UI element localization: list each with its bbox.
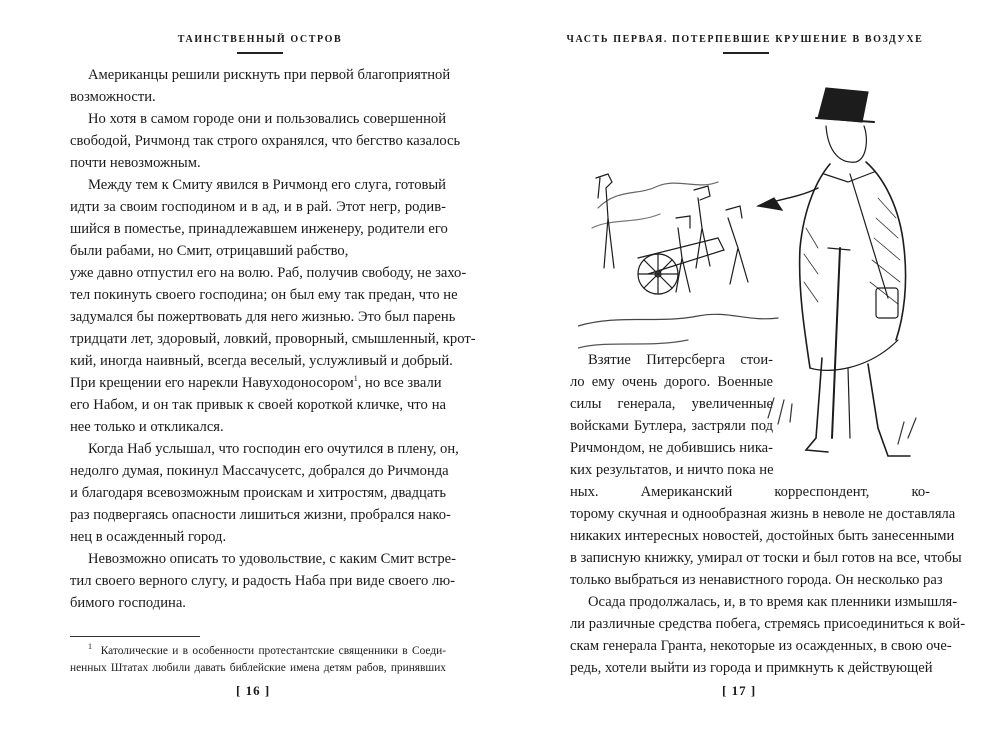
text-line: возможности.	[70, 89, 156, 105]
text-line: и благодаря всевозможным проискам и хитростям, двадцать	[70, 485, 446, 501]
text-line: Взятие Питерсберга стои-	[588, 352, 773, 368]
text-line: были рабами, но Смит, отрицавший рабство,	[70, 243, 349, 259]
text-line: идти за своим господином и в ад, и в рай. Этот негр, родив-	[70, 199, 446, 215]
text-line: никаких интересных новостей, достойных быть занесенными	[570, 528, 955, 544]
footnote-text: Католические и в особенности протестантские священники в Соеди-	[100, 645, 447, 657]
text-line: Американцы решили рискнуть при первой благоприятной	[88, 67, 451, 83]
text-line: ли различные средства побега, стремясь присоединиться к вой-	[570, 616, 966, 632]
text-line: войсками Бутлера, застряли под	[570, 418, 773, 434]
text-line: скам генерала Гранта, некоторые из осажденных, в свою оче-	[570, 638, 952, 654]
text-line: шийся в поместье, принадлежавшем инженеру, родители его	[70, 221, 448, 237]
text-line: нец в осажденный город.	[70, 529, 227, 545]
footnote-rule	[70, 636, 200, 637]
footnote-ref[interactable]: 1	[353, 374, 358, 384]
text-line: его Набом, и он так привык к своей короткой кличке, что на	[70, 397, 446, 413]
text-line-part: При крещении его нарекли Навуходоносором	[70, 375, 354, 391]
header-rule-right	[723, 52, 769, 54]
text-line: силы генерала, увеличенные	[570, 396, 773, 412]
running-head-left: ТАИНСТВЕННЫЙ ОСТРОВ	[177, 34, 343, 45]
text-line: свободой, Ричмонд так строго охранялся, что бегство казалось	[70, 133, 461, 149]
text-line: нее только и откликался.	[70, 419, 224, 435]
text-line: ных. Американский корреспондент, ко-	[570, 484, 930, 500]
text-line: в записную книжку, умирал от тоски и был готов на все, чтобы	[570, 550, 962, 566]
text-line: редь, хотели выйти из города и примкнуть к действующей	[570, 660, 933, 676]
text-line: Осада продолжалась, и, в то время как пленники измышля-	[588, 594, 958, 610]
text-line: Невозможно описать то удовольствие, с каким Смит встре-	[88, 551, 456, 567]
page-number-left: [ 16 ]	[236, 683, 271, 698]
text-line: кий, иногда наивный, всегда веселый, услужливый и добрый.	[70, 353, 453, 369]
text-line: тел покинуть своего господина; он был ему так предан, что не	[70, 287, 458, 303]
text-line: тил своего верного слугу, и радость Наба при виде своего лю-	[70, 573, 456, 589]
text-line: уже давно отпустил его на волю. Раб, получив свободу, не захо-	[70, 265, 467, 281]
footnote-line: ненных Штатах любили давать библейские имена детям рабов, принявших	[70, 662, 446, 674]
text-line: Но хотя в самом городе они и пользовались совершенной	[88, 111, 446, 127]
page-number-right: [ 17 ]	[722, 683, 757, 698]
text-line: раз подвергаясь опасности лишиться жизни, пробрался нако-	[70, 507, 451, 523]
text-line: бимого господина.	[70, 595, 186, 611]
text-line: тридцати лет, здоровый, ловкий, проворный, смышленный, крот-	[70, 331, 476, 347]
text-line: Когда Наб услышал, что господин его очутился в плену, он,	[88, 441, 459, 457]
text-line: ло ему очень дорого. Военные	[570, 374, 773, 390]
text-line: Ричмондом, не добившись ника-	[570, 440, 774, 456]
running-head-right: ЧАСТЬ ПЕРВАЯ. ПОТЕРПЕВШИЕ КРУШЕНИЕ В ВОЗДУХЕ	[566, 34, 924, 45]
text-line: почти невозможным.	[70, 155, 201, 171]
text-line: ких результатов, и ничто пока не	[570, 462, 774, 478]
text-line-part: , но все звали	[357, 375, 442, 391]
footnote-marker: 1	[88, 642, 92, 652]
text-line: только выбраться из ненавистного города. Он несколько раз	[570, 572, 943, 588]
text-line: Между тем к Смиту явился в Ричмонд его слуга, готовый	[88, 177, 446, 193]
text-line	[70, 372, 446, 394]
footnote-line	[88, 643, 446, 660]
text-line: торому скучная и однообразная жизнь в неволе не доставляла	[570, 506, 956, 522]
text-line: задумался бы пожертвовать для него жизнью. Это был парень	[70, 309, 456, 325]
header-rule-left	[237, 52, 283, 54]
text-line: недолго думая, покинул Массачусетс, добрался до Ричмонда	[70, 463, 449, 479]
